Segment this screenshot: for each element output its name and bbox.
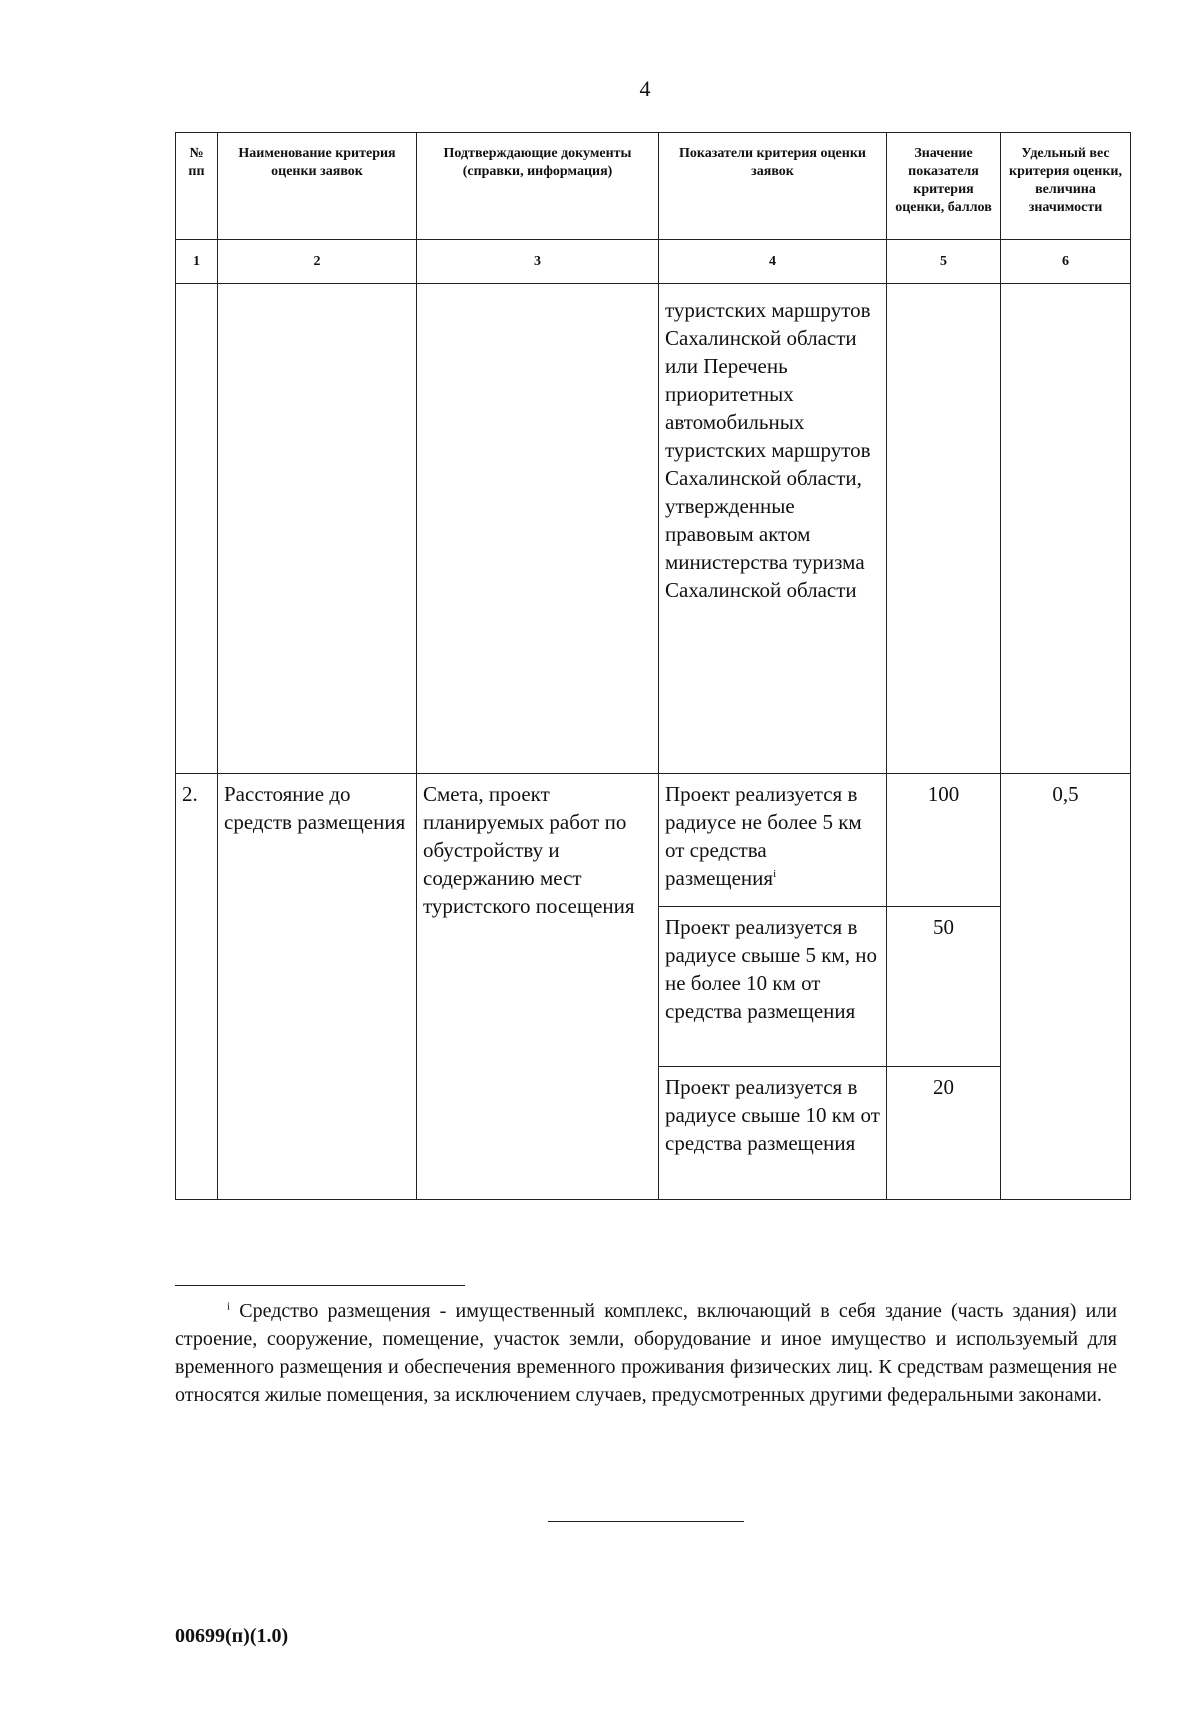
footnote-reference: i (773, 868, 777, 880)
document-code: 00699(п)(1.0) (175, 1625, 289, 1647)
indicator-text: Проект реализуется в радиусе не более 5 км от средства размещения (665, 782, 862, 890)
score-cell: 50 (887, 907, 1001, 1067)
header-row (176, 133, 1131, 240)
footnote-mark: i (227, 1300, 231, 1313)
end-divider (548, 1521, 744, 1522)
table-row (176, 284, 1131, 774)
empty-cell (176, 284, 218, 774)
empty-cell (417, 284, 659, 774)
row-number-cell: 2. (176, 774, 218, 1200)
header-weight: Удельный вес критерия оценки, величина значимости (1001, 133, 1131, 240)
empty-cell (218, 284, 417, 774)
criterion-name-cell: Расстояние до средств размещения (218, 774, 417, 1200)
indicator-cell: Проект реализуется в радиусе свыше 10 км от средства размещения (659, 1067, 887, 1200)
score-cell: 20 (887, 1067, 1001, 1200)
footnote (175, 1297, 1117, 1409)
score-cell: 100 (887, 774, 1001, 907)
column-number: 1 (176, 240, 218, 284)
page-number: 4 (639, 76, 651, 101)
empty-cell (1001, 284, 1131, 774)
header-score: Значение показателя критерия оценки, баллов (887, 133, 1001, 240)
weight-cell: 0,5 (1001, 774, 1131, 1200)
documents-cell: Смета, проект планируемых работ по обустройству и содержанию мест туристского посещения (417, 774, 659, 1200)
header-indicators: Показатели критерия оценки заявок (659, 133, 887, 240)
indicator-cell: Проект реализуется в радиусе свыше 5 км, но не более 10 км от средства размещения (659, 907, 887, 1067)
table-row (176, 774, 1131, 907)
column-number: 5 (887, 240, 1001, 284)
column-number: 4 (659, 240, 887, 284)
column-number: 6 (1001, 240, 1131, 284)
header-documents: Подтверждающие документы (справки, информация) (417, 133, 659, 240)
criteria-table (175, 132, 1131, 1200)
empty-cell (887, 284, 1001, 774)
header-criterion: Наименование критерия оценки заявок (218, 133, 417, 240)
header-number: № пп (176, 133, 218, 240)
column-number: 2 (218, 240, 417, 284)
column-number: 3 (417, 240, 659, 284)
column-number-row (176, 240, 1131, 284)
footnote-text: Средство размещения - имущественный комплекс, включающий в себя здание (часть здания) или строение, сооружение, помещение, участок земли, оборудование и иное имущество и используемый для временного размещения и обеспечения временного проживания физических лиц. К средствам размещения не относятся жилые помещения, за исключением случаев, предусмотренных другими федеральными законами. (175, 1300, 1117, 1406)
continued-indicator-cell: туристских маршрутов Сахалинской области или Перечень приоритетных автомобильных туристских маршрутов Сахалинской области, утвержденные правовым актом министерства туризма Сахалинской области (659, 284, 887, 774)
footnote-divider (175, 1285, 465, 1286)
indicator-cell (659, 774, 887, 907)
